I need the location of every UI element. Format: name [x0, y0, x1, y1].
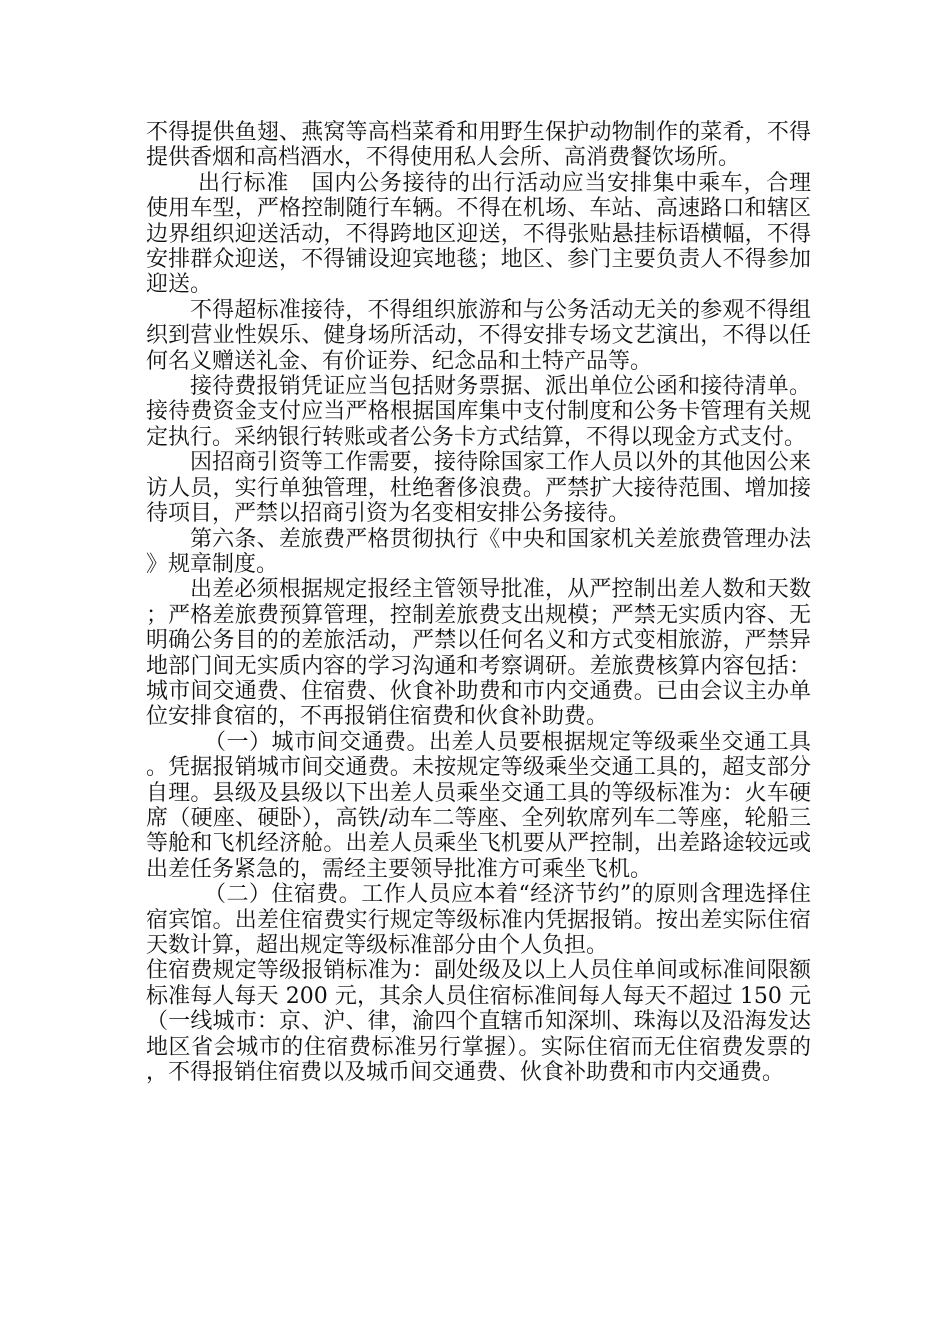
paragraph-reimbursement-vouchers: 接待费报销凭证应当包括财务票据、派出单位公函和接待清单。接待费资金支付应当严格根据国库集中支付制度和公务卡管理有关规定执行。采纳银行转账或者公务卡方式结算，不得以现金方式支付。 [146, 374, 811, 450]
paragraph-investment-reception: 因招商引资等工作需要，接待除国家工作人员以外的其他因公来访人员，实行单独管理，杜绝奢侈浪费。严禁扩大接待范围、增加接待项目，严禁以招商引资为名变相安排公务接待。 [146, 450, 811, 527]
document-page [146, 120, 811, 1085]
paragraph-article-six: 第六条、差旅费严格贯彻执行《中央和国家机关差旅费管理办法》规章制度。 [146, 526, 811, 577]
paragraph-accommodation-standards: 住宿费规定等级报销标准为：副处级及以上人员住单间或标准间限额标准每人每天 200 元，其余人员住宿标准间每人每天不超过 150 元（一线城市：京、沪、律，渝四个直辖币知深圳、珠海以及沿海发达地区省会城市的住宿费标准另行掌握）。实际住宿而无住宿费发票的，不得报销住宿费以及城币间交通费、伙食补助费和市内交通费。 [146, 958, 811, 1086]
paragraph-intercity-transport: （一）城市间交通费。出差人员要根据规定等级乘坐交通工具。凭据报销城市间交通费。未按规定等级乘坐交通工具的，超支部分自理。县级及县级以下出差人员乘坐交通工具的等级标准为：火车硬席（硬座、硬卧），高铁/动车二等座、全列软席列车二等座，轮船三等舱和飞机经济舱。出差人员乘坐飞机要从严控制，出差路途较远或出差任务紧急的，需经主要领导批准方可乘坐飞机。 [146, 729, 811, 882]
paragraph-accommodation: （二）住宿费。工作人员应本着“经济节约”的原则含理选择住宿宾馆。出差住宿费实行规定等级标准内凭据报销。按出差实际住宿天数计算，超出规定等级标准部分由个人负担。 [146, 882, 811, 958]
paragraph-banquet-restrictions: 不得提供鱼翅、燕窝等高档菜肴和用野生保护动物制作的菜肴，不得提供香烟和高档酒水，不得使用私人会所、高消费餐饮场所。 [146, 120, 811, 171]
paragraph-reception-limits: 不得超标准接待，不得组织旅游和与公务活动无关的参观不得组织到营业性娱乐、健身场所活动，不得安排专场文艺演出，不得以任何名义赠送礼金、有价证券、纪念品和土特产品等。 [146, 297, 811, 374]
paragraph-business-trip-approval: 出差必须根据规定报经主管领导批准，从严控制出差人数和天数；严格差旅费预算管理，控制差旅费支出规模；严禁无实质内容、无明确公务目的的差旅活动，严禁以任何名义和方式变相旅游，严禁异地部门间无实质内容的学习沟通和考察调研。差旅费核算内容包括：城市间交通费、住宿费、伙食补助费和市内交通费。已由会议主办单位安排食宿的，不再报销住宿费和伙食补助费。 [146, 577, 811, 730]
paragraph-travel-standard: 出行标准 国内公务接待的出行活动应当安排集中乘车，合理使用车型，严格控制随行车辆。不得在机场、车站、高速路口和辖区边界组织迎送活动，不得跨地区迎送，不得张贴悬挂标语横幅，不得安排群众迎送，不得铺设迎宾地毯；地区、参门主要负责人不得参加迎送。 [146, 170, 811, 298]
